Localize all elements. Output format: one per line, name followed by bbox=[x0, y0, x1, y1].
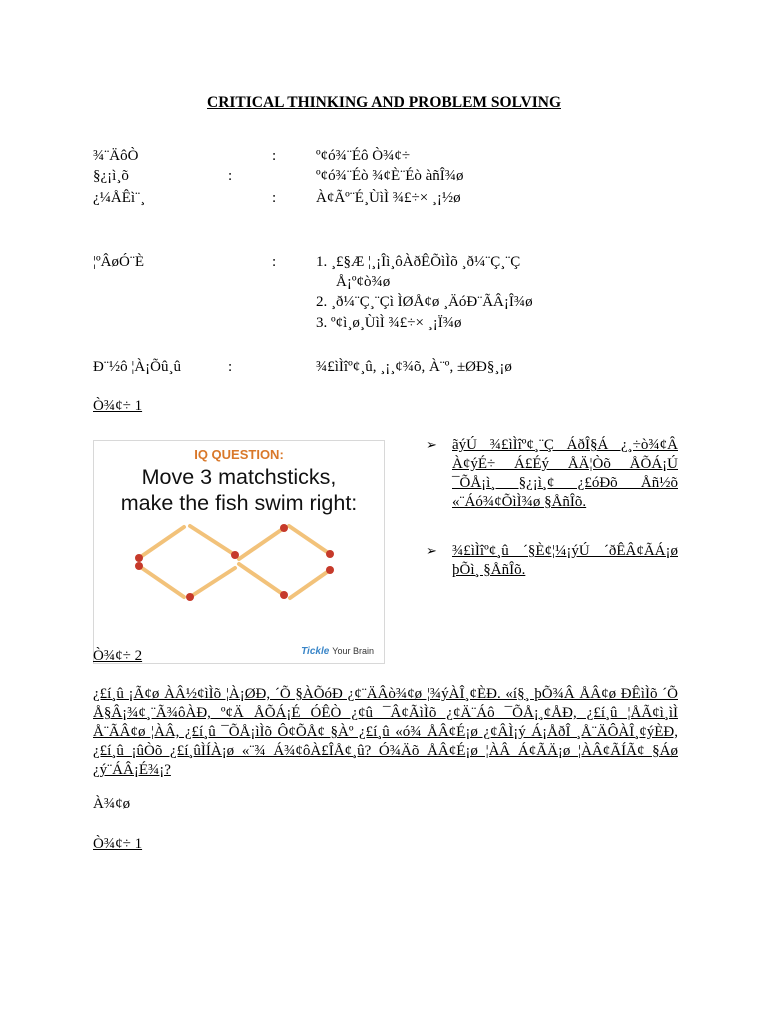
bullet-arrow-icon: ➢ bbox=[426, 543, 437, 558]
info-colon: : bbox=[272, 254, 277, 270]
info-value: À¢Ãº¨É¸ÙìÌ ¾£÷× ¸¡½ø bbox=[316, 190, 461, 206]
match-head-5 bbox=[135, 562, 143, 570]
matchstick-7 bbox=[239, 564, 284, 595]
matchstick-1 bbox=[139, 527, 184, 558]
info-label: ¦ºÂøÓ¨È bbox=[93, 254, 144, 270]
matchstick-fish-figure bbox=[94, 441, 384, 663]
info-colon: : bbox=[272, 148, 277, 164]
info-colon: : bbox=[272, 190, 277, 206]
match-head-3 bbox=[280, 524, 288, 532]
info-step: 3. º¢ì¸ø¸ÙìÌ ¾£÷× ¸¡Ï¾ø bbox=[316, 315, 462, 331]
matchstick-2 bbox=[190, 526, 235, 555]
brand-logo: Tickle bbox=[301, 646, 330, 657]
puzzle-line-2: make the fish swim right: bbox=[120, 491, 358, 515]
brand-text: Your Brain bbox=[332, 646, 374, 656]
answer-label: À¾¢ø bbox=[93, 796, 131, 812]
match-head-2 bbox=[231, 551, 239, 559]
bullet-text: ¾£ìÌîº¢¸û ´§È¢¦¼¡ýÚ ´ðÊÂ¢ÃÁ¡ø þÕì¸ §ÅñÎõ. bbox=[452, 543, 678, 578]
info-value: º¢ó¾¨Éô Ò¾¢÷ bbox=[316, 148, 411, 164]
info-value: º¢ó¾¨Éò ¾¢È¨Éò àñÎ¾ø bbox=[316, 168, 464, 184]
activity-1-repeat-heading: Ò¾¢÷ 1 bbox=[93, 836, 143, 852]
matchstick-6 bbox=[190, 568, 235, 597]
bullet-arrow-icon: ➢ bbox=[426, 437, 437, 452]
info-label: ¿¼ÅÊì¨¸ bbox=[93, 190, 146, 206]
info-colon: : bbox=[228, 359, 233, 375]
match-head-4 bbox=[326, 550, 334, 558]
matchstick-puzzle-image bbox=[93, 440, 385, 664]
match-head-8 bbox=[326, 566, 334, 574]
info-label: ¾¨ÄôÒ bbox=[93, 148, 139, 164]
matchstick-5 bbox=[139, 566, 184, 597]
bullet-text: ãýÚ ¾£ìÌîº¢¸¨Ç ÁðÎ§Á ¿¸÷ò¾¢Â À¢ýÉ÷ Á£Éý ÅÄ¦Òõ ÅÕÁ¡Ú ¯ÕÅ¡ì¸ §¿¡ì¸¢ ¿£óÐõ Åñ½õ «¨Áó¾¢ÕìÌ¾ø §ÅñÎõ. bbox=[452, 437, 678, 510]
matchstick-3 bbox=[239, 528, 284, 559]
match-head-6 bbox=[186, 593, 194, 601]
iq-question-label: IQ QUESTION: bbox=[194, 447, 284, 462]
matchstick-4 bbox=[289, 526, 330, 554]
info-step: 2. ¸ð¼¨Ç¸¨Çì ÌØÅ¢ø ¸ÄóÐ¨ÃÂ¡Î¾ø bbox=[316, 294, 533, 310]
match-head-7 bbox=[280, 591, 288, 599]
brand-mark bbox=[301, 646, 374, 657]
puzzle-line-1: Move 3 matchsticks, bbox=[141, 465, 337, 489]
info-value: 1. ¸£§Æ ¦¸¡Îì¸ôÀðÊÕìÌõ ¸ð¼¨Ç¸¨Ç bbox=[316, 254, 521, 270]
info-colon: : bbox=[228, 168, 233, 184]
info-label: Ð¨½ô ¦À¡Õû¸û bbox=[93, 359, 181, 375]
page-title: CRITICAL THINKING AND PROBLEM SOLVING bbox=[207, 94, 561, 111]
match-head-1 bbox=[135, 554, 143, 562]
matchstick-8 bbox=[290, 570, 330, 598]
activity-2-heading: Ò¾¢÷ 2 bbox=[93, 648, 143, 664]
info-value: ¾£ìÌîº¢¸û, ¸¡¸¢¾õ, À¨º, ±ØÐ§¸¡ø bbox=[316, 359, 512, 375]
info-value-continued: Å¡º¢ò¾ø bbox=[336, 274, 391, 290]
activity-2-paragraph: ¿£í¸û ¡Ã¢ø ÀÂ½¢ìÌõ ¦À¡ØÐ, ´Õ §ÀÕóÐ ¿¢¨ÄÂò¾¢ø ¦¾ýÀÎ¸¢ÈÐ. «í§¸ þÕ¾Â ÅÂ¢ø ÐÊìÌõ ´Õ Å§Â¡¾¢¸¨Ã¾ôÀÐ, º¢Ä ÅÕÁ¡É ÓÊÒ ¿¢û ¯Â¢ÃìÌõ ¿¢Ä¨Áô ¯ÕÅ¡¸¢ÅÐ, ¿£í¸û ¦ÅÃ¢ì¸ìÌ Å¨ÃÂ¢ø ¦ÀÂ, ¿£í¸û ¯ÕÅ¡ìÌõ Ô¢ÕÅ¢ §Àº ¿£í¸û «ó¾ ÅÂ¢É¡ø ¿¢ÂÌ¡ý Á¡ÅðÎ ¸Å¨ÄÔÀÎ¸¢ýÈÐ, ¿£í¸û ¡ûÒõ ¿£í¸ûÌÍÀ¡ø «¨¾ Á¾¢ôÀ£ÎÅ¢¸û? Ó¾Äõ ÅÂ¢É¡ø ¦ÀÂ Á¢ÃÄ¡ø ¦ÀÂ¢ÃÍÃ¢ §Áø ¿ý¨ÁÂ¡É¾¡? bbox=[93, 686, 678, 778]
info-label: §¿¡ì¸õ bbox=[93, 168, 129, 184]
activity-1-heading: Ò¾¢÷ 1 bbox=[93, 398, 143, 414]
